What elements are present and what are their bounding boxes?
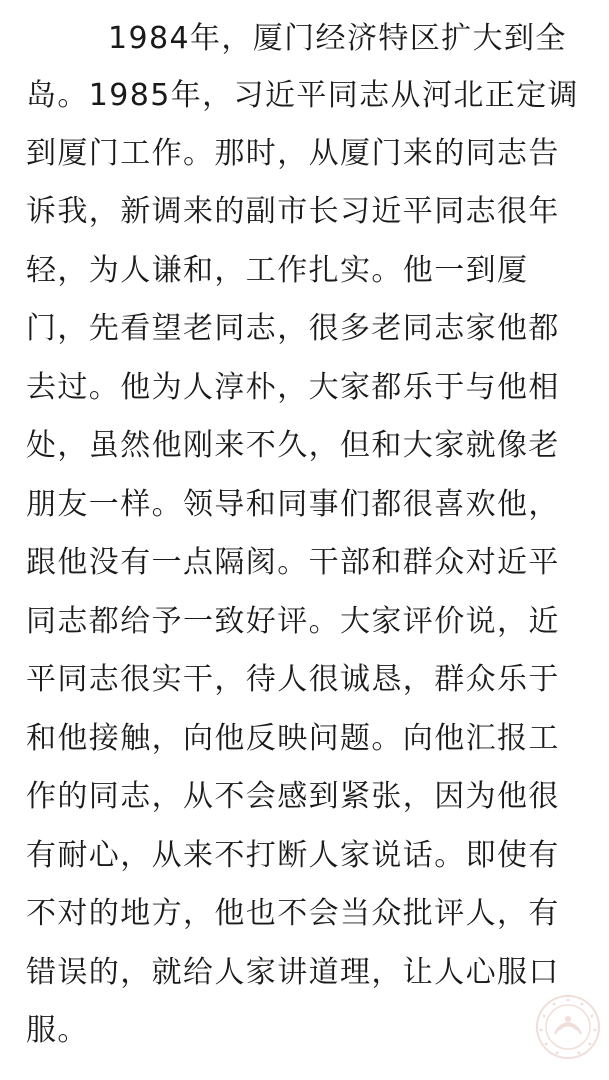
text-line: 诉我，新调来的副市长习近平同志很年 <box>26 194 560 229</box>
text-line: 跟他没有一点隔阂。干部和群众对近平 <box>26 545 560 580</box>
text-line: 和他接触，向他反映问题。向他汇报工 <box>26 721 560 756</box>
text-line: 轻，为人谦和，工作扎实。他一到厦 <box>26 253 529 288</box>
text-line: 平同志很实干，待人很诚恳，群众乐于 <box>26 662 560 697</box>
text-line: 朋友一样。领导和同事们都很喜欢他， <box>26 487 560 522</box>
text-line: 错误的，就给人家讲道理，让人心服口 <box>26 955 560 990</box>
text-line: 处，虽然他刚来不久，但和大家就像老 <box>26 428 560 463</box>
text-line: 有耐心，从来不打断人家说话。即使有 <box>26 838 560 873</box>
text-line: 作的同志，从不会感到紧张，因为他很 <box>26 779 560 814</box>
seal-watermark-icon <box>535 994 601 1060</box>
text-line: 不对的地方，他也不会当众批评人，有 <box>26 896 560 931</box>
text-line: 服。 <box>26 1013 89 1048</box>
text-line: 门，先看望老同志，很多老同志家他都 <box>26 311 560 346</box>
text-line: 到厦门工作。那时，从厦门来的同志告 <box>26 136 560 171</box>
text-line: 去过。他为人淳朴，大家都乐于与他相 <box>26 370 560 405</box>
text-line: 同志都给予一致好评。大家评价说，近 <box>26 604 560 639</box>
text-line: 岛。1985年，习近平同志从河北正定调 <box>26 78 579 113</box>
text-line: 1984年，厦门经济特区扩大到全 <box>108 21 567 56</box>
